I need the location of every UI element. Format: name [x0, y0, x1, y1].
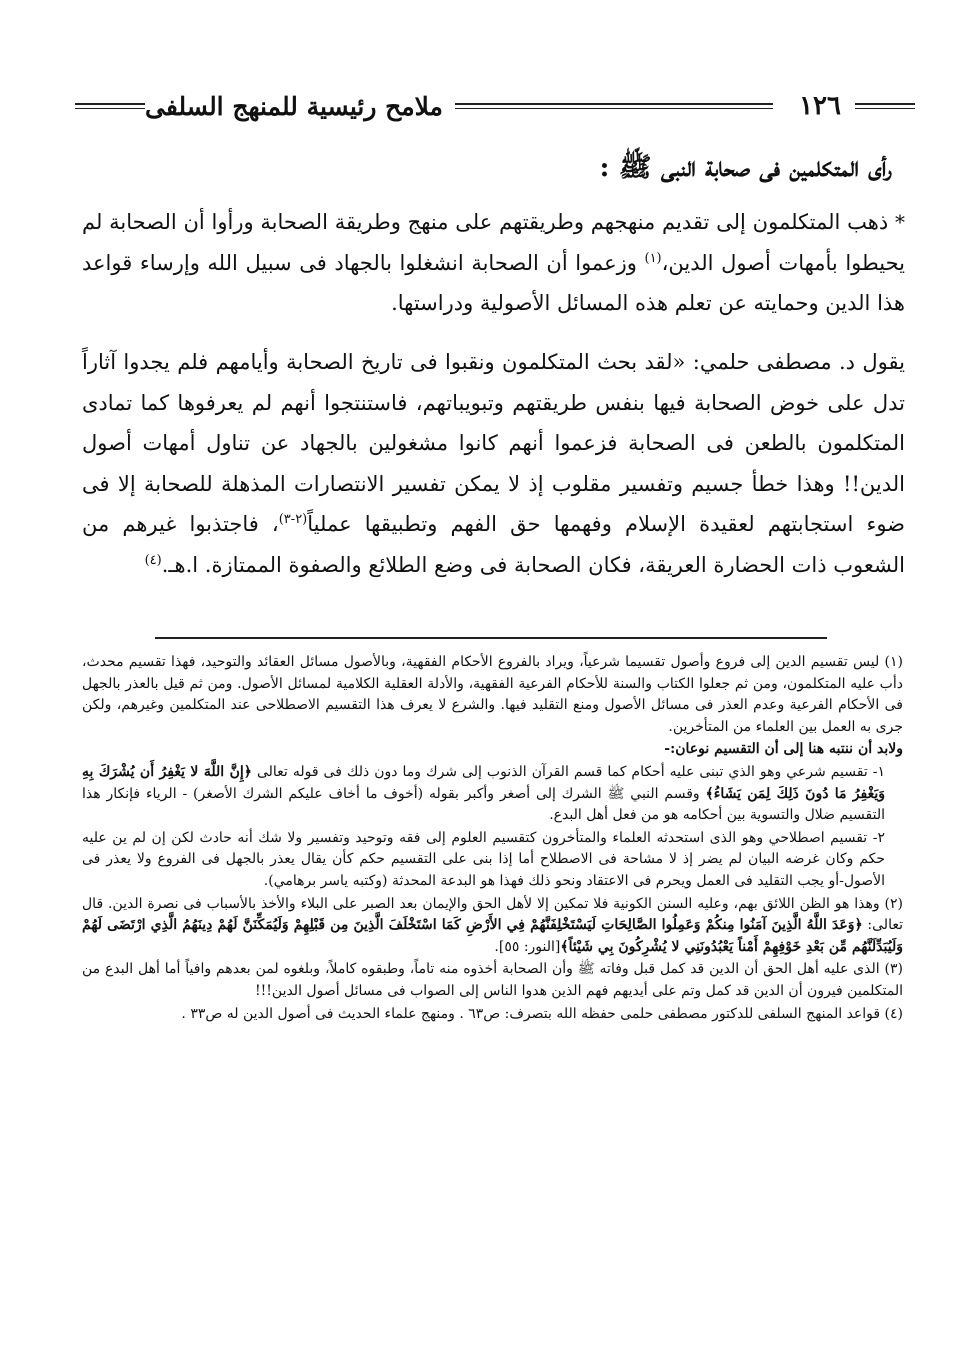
footnote-1-item-1-text-b: وقسم النبي ﷺ الشرك إلى أصغر وأكبر بقوله (أخوف ما أخاف عليكم الشرك الأصغر) - الرياء فإنكار هذا التقسيم ضلال والتسوية بين أحكامه هو من فعل أهل البدع. — [82, 785, 885, 824]
body-paragraph-1 — [82, 202, 905, 324]
paragraph-1-text-a: ذهب المتكلمون إلى تقديم منهجهم وطريقتهم على منهج وطريقة الصحابة ورأوا أن الصحابة لم يحيطوا بأمهات أصول الدين، — [82, 210, 905, 275]
footnote-2-verse: ﴿وَعَدَ اللَّهُ الَّذِينَ آمَنُوا مِنكُمْ وَعَمِلُوا الصَّالِحَاتِ لَيَسْتَخْلِفَنَّهُمْ فِي الأَرْضِ كَمَا اسْتَخْلَفَ الَّذِينَ مِن قَبْلِهِمْ وَلَيُمَكِّنَنَّ لَهُمْ دِينَهُمُ الَّذِي ارْتَضَى لَهُمْ وَلَيُبَدِّلَنَّهُم مِّن بَعْدِ خَوْفِهِمْ أَمْناً يَعْبُدُونَنِي لا يُشْرِكُونَ بِي شَيْئاً﴾ — [82, 917, 903, 955]
footnote-2 — [82, 894, 903, 959]
body-paragraph-2 — [82, 342, 905, 585]
footnotes — [82, 652, 903, 1026]
header-rule-right — [855, 103, 915, 109]
footnote-1-bold-line: ولابد أن ننتبه هنا إلى أن التقسيم نوعان:- — [664, 741, 903, 758]
page-header — [75, 88, 915, 124]
section-heading: رأى المتكلمين فى صحابة النبى ﷺ : — [599, 152, 892, 183]
footnote-separator — [155, 637, 827, 639]
paragraph-1-text-b: وزعموا أن الصحابة انشغلوا بالجهاد فى سبيل الله وإرساء قواعد هذا الدين وحمايته عن تعلم هذه المسائل الأصولية ودراستها. — [82, 250, 905, 315]
paragraph-marker: * — [895, 210, 905, 234]
page-number: ١٢٦ — [799, 91, 841, 121]
footnote-1-item-1-verse: ﴿إِنَّ اللَّهَ لا يَغْفِرُ أَن يُشْرَكَ بِهِ وَيَغْفِرُ مَا دُونَ ذَلِكَ لِمَن يَشَاءُ﴾ — [82, 763, 885, 802]
footnote-4: (٤) قواعد المنهج السلفى للدكتور مصطفى حلمى حفظه الله بتصرف: ص٦٣ . ومنهج علماء الحديث فى أصول الدين له ص٣٣ . — [181, 1005, 903, 1022]
footnote-2-text-b: [النور: ٥٥]. — [494, 938, 561, 955]
footnote-1-item-2: ٢- تقسيم اصطلاحي وهو الذى استحدثه العلماء والمتأخرون كتقسيم العلوم إلى فقه وتوحيد وتفسير ولا شك أنه حادث لكن إن لم ين عليه حكم وكان غرضه البيان لم يضر إذ لا مشاحة فى الاصطلاح أما إذا بنى على التقسيم حكم كأن يقال يعذر بالجهل فى الفروع ولا يعذر فى الأصول-أو يجب التقليد فى العمل ويحرم فى الاعتقاد ونحو ذلك فهذا هو البدعة المحدثة (وكتبه ياسر برهامي). — [82, 829, 885, 889]
paragraph-2-text-a: يقول د. مصطفى حلمي: «لقد بحث المتكلمون ونقبوا فى تاريخ الصحابة وأيامهم فلم يجدوا آثاراً تدل على خوض الصحابة فيها بنفس طريقتهم وتبويباتهم، فاستنتجوا أنهم لم يعرفوها كما تمادى المتكلمون بالطعن فى الصحابة فزعموا أنهم كانوا مشغولين بالجهاد عن تناول أمهات أصول الدين!! وهذا خطأ جسيم وتفسير مقلوب إذ لا يمكن تفسير الانتصارات المذهلة للصحابة إلا فى ضوء استجابتهم لعقيدة الإسلام وفهمها حق الفهم وتطبيقها عملياً — [82, 350, 905, 536]
header-rule-middle — [455, 103, 773, 109]
footnote-ref-1[interactable]: (١) — [644, 250, 662, 266]
paragraph-2-text-b: ، فاجتذبوا غيرهم من الشعوب ذات الحضارة العريقة، فكان الصحابة فى وضع الطلائع والصفوة الممتازة. ا.هـ. — [82, 512, 905, 577]
footnote-1-item-1-text-a: ١- تقسيم شرعي وهو الذي تبنى عليه أحكام كما قسم القرآن الذنوب إلى شرك وما دون ذلك فى قوله تعالى — [256, 763, 886, 780]
footnote-ref-4[interactable]: (٤) — [144, 552, 162, 568]
footnote-ref-2-3[interactable]: (٢-٣) — [278, 512, 308, 527]
footnote-1-item-1 — [82, 762, 885, 827]
footnote-2-text-a: (٢) وهذا هو الظن اللائق بهم، وعليه السنن الكونية فلا تمكين إلا لأهل الحق والإيمان بعد الصبر على البلاء والأخذ بالأسباب فى نصرة الدين. قال تعالى: — [82, 895, 903, 934]
footnote-1: (١) ليس تقسيم الدين إلى فروع وأصول تقسيما شرعياً، ويراد بالفروع الأحكام الفقهية، وبالأصول مسائل العقائد والتوحيد، فهذا تقسيم محدث، دأب عليه المتكلمون، ومن ثم جعلوا الكتاب والسنة للأحكام الفرعية الفقهية، والأدلة العقلية الكلامية لمسائل الأصول. ومن ثم قيل بالعذر بالجهل فى الأحكام الفرعية وعدم العذر فى مسائل الأصول ومنع التقليد فيها. والشرع لا يعرف هذا التقسيم الاصطلاحى عند المتكلمين وغيرهم، ولكن جرى به العمل بين العلماء من المتأخرين. — [82, 654, 903, 735]
footnote-3: (٣) الذى عليه أهل الحق أن الدين قد كمل قبل وفاته ﷺ وأن الصحابة أخذوه منه تاماً، وطبقوه كاملاً، وبلغوه لمن بعدهم وافياً أما أهل البدع من المتكلمين فيرون أن الدين قد كمل وتم على أيديهم فهم الذين هدوا الناس إلى الصواب فى مسائل أصول الدين!!! — [82, 961, 903, 999]
running-title: ملامح رئيسية للمنهج السلفى — [145, 91, 443, 121]
header-rule-left — [75, 103, 145, 109]
